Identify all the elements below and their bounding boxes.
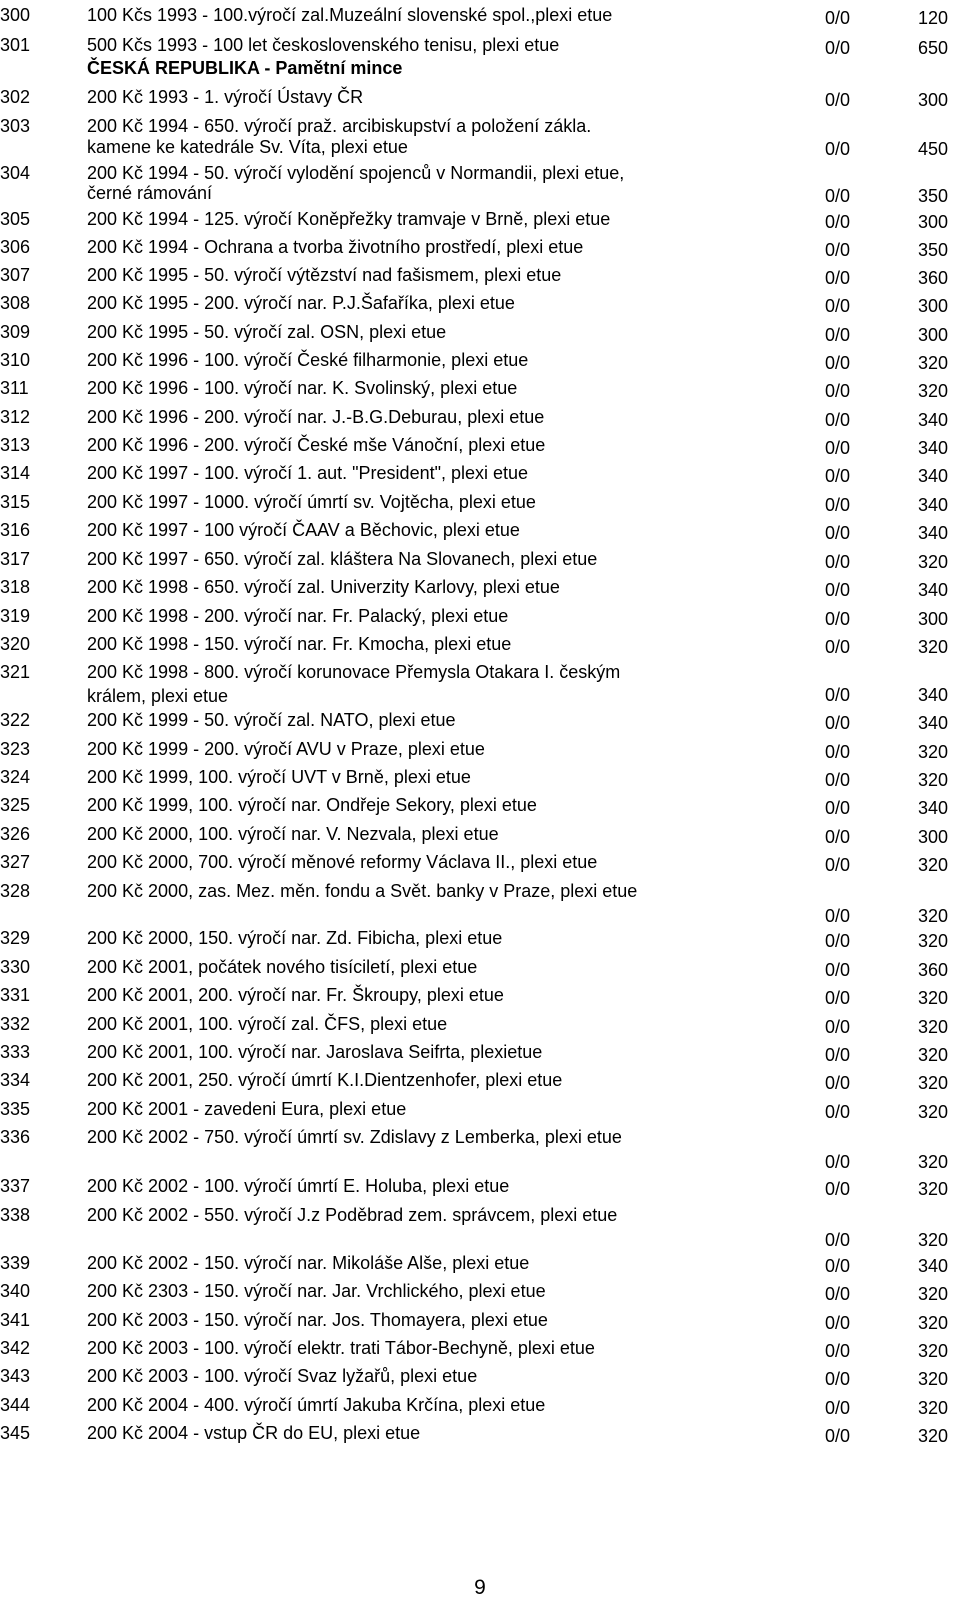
item-price: 340 [917,410,948,430]
item-number: 324 [0,767,31,787]
item-grade: 0/0 [825,438,851,458]
item-description-line: 200 Kč 1995 - 50. výročí výtězství nad fašismem, plexi etue [87,265,562,285]
item-grade: 0/0 [825,770,851,790]
item-price: 320 [917,1369,948,1389]
item-price: 320 [917,1398,948,1418]
item-price: 320 [917,1426,948,1446]
item-description-line: 200 Kč 1996 - 100. výročí nar. K. Svolinský, plexi etue [87,378,518,398]
item-grade: 0/0 [825,1398,851,1418]
item-grade: 0/0 [825,325,851,345]
item-number: 318 [0,577,31,597]
item-description-line: 200 Kč 2000, 150. výročí nar. Zd. Fibicha, plexi etue [87,928,503,948]
item-grade: 0/0 [825,1179,851,1199]
item-description-line: 100 Kčs 1993 - 100.výročí zal.Muzeální slovenské spol.,plexi etue [87,5,613,25]
item-price: 340 [917,685,948,705]
item-number: 314 [0,463,31,483]
item-grade: 0/0 [825,523,851,543]
item-price: 300 [917,827,948,847]
item-price: 320 [917,770,948,790]
item-grade: 0/0 [825,960,851,980]
item-number: 320 [0,634,31,654]
item-description-line: 200 Kč 2002 - 150. výročí nar. Mikoláše Alše, plexi etue [87,1253,530,1273]
item-grade: 0/0 [825,296,851,316]
item-price: 320 [917,1341,948,1361]
item-number: 342 [0,1338,31,1358]
item-grade: 0/0 [825,827,851,847]
item-grade: 0/0 [825,38,851,58]
item-grade: 0/0 [825,609,851,629]
item-grade: 0/0 [825,742,851,762]
item-number: 331 [0,985,31,1005]
item-description-line: 200 Kč 1997 - 100 výročí ČAAV a Běchovic, plexi etue [87,520,520,540]
item-description-line: 200 Kč 2001, 100. výročí zal. ČFS, plexi etue [87,1014,448,1034]
item-price: 320 [917,353,948,373]
item-description-line: 200 Kč 1998 - 150. výročí nar. Fr. Kmocha, plexi etue [87,634,512,654]
item-price: 340 [917,580,948,600]
item-number: 309 [0,322,31,342]
item-grade: 0/0 [825,1313,851,1333]
item-grade: 0/0 [825,353,851,373]
item-number: 335 [0,1099,31,1119]
item-description-line: 200 Kč 2000, 700. výročí měnové reformy Václava II., plexi etue [87,852,598,872]
item-number: 301 [0,35,31,55]
item-number: 329 [0,928,31,948]
item-description-line: králem, plexi etue [87,686,229,706]
item-grade: 0/0 [825,906,851,926]
item-number: 343 [0,1366,31,1386]
item-price: 340 [917,713,948,733]
item-price: 320 [917,1073,948,1093]
item-description-line: 200 Kč 2002 - 550. výročí J.z Poděbrad zem. správcem, plexi etue [87,1205,618,1225]
item-price: 300 [917,90,948,110]
item-number: 340 [0,1281,31,1301]
item-grade: 0/0 [825,186,851,206]
item-description-line: 200 Kč 1995 - 200. výročí nar. P.J.Šafaříka, plexi etue [87,293,515,313]
item-number: 307 [0,265,31,285]
item-number: 310 [0,350,31,370]
item-price: 340 [917,495,948,515]
item-grade: 0/0 [825,410,851,430]
page-number: 9 [474,1576,486,1599]
item-grade: 0/0 [825,268,851,288]
item-description-line: 500 Kčs 1993 - 100 let československého tenisu, plexi etue [87,35,560,55]
item-description-line: 200 Kč 2001, 250. výročí úmrtí K.I.Dientzenhofer, plexi etue [87,1070,563,1090]
item-price: 320 [917,1017,948,1037]
item-number: 313 [0,435,31,455]
item-description-line: 200 Kč 2002 - 100. výročí úmrtí E. Holuba, plexi etue [87,1176,510,1196]
item-grade: 0/0 [825,381,851,401]
item-number: 316 [0,520,31,540]
item-description-line: 200 Kč 2000, 100. výročí nar. V. Nezvala, plexi etue [87,824,499,844]
item-price: 320 [917,1045,948,1065]
item-description-line: 200 Kč 2002 - 750. výročí úmrtí sv. Zdislavy z Lemberka, plexi etue [87,1127,622,1147]
item-number: 317 [0,549,31,569]
item-grade: 0/0 [825,1017,851,1037]
item-price: 340 [917,798,948,818]
item-number: 338 [0,1205,31,1225]
item-description-line: 200 Kč 2000, zas. Mez. měn. fondu a Svět. banky v Praze, plexi etue [87,881,638,901]
item-number: 334 [0,1070,31,1090]
item-description-line: 200 Kč 1998 - 800. výročí korunovace Přemysla Otakara I. českým [87,662,621,682]
item-number: 322 [0,710,31,730]
item-price: 300 [917,609,948,629]
item-price: 320 [917,1230,948,1250]
item-price: 360 [917,268,948,288]
item-grade: 0/0 [825,1284,851,1304]
item-price: 320 [917,552,948,572]
item-grade: 0/0 [825,1256,851,1276]
item-description-line: 200 Kč 1998 - 200. výročí nar. Fr. Palacký, plexi etue [87,606,509,626]
item-price: 320 [917,1102,948,1122]
item-grade: 0/0 [825,713,851,733]
item-price: 350 [917,240,948,260]
item-grade: 0/0 [825,1230,851,1250]
item-grade: 0/0 [825,1426,851,1446]
item-grade: 0/0 [825,552,851,572]
item-price: 320 [917,1284,948,1304]
item-description-line: 200 Kč 1993 - 1. výročí Ústavy ČR [87,87,364,107]
item-description-line: 200 Kč 1994 - Ochrana a tvorba životního prostředí, plexi etue [87,237,584,257]
item-number: 341 [0,1310,31,1330]
item-price: 320 [917,1313,948,1333]
item-number: 302 [0,87,31,107]
item-grade: 0/0 [825,212,851,232]
item-grade: 0/0 [825,798,851,818]
item-grade: 0/0 [825,8,851,28]
item-number: 332 [0,1014,31,1034]
item-number: 336 [0,1127,31,1147]
item-number: 312 [0,407,31,427]
item-price: 300 [917,296,948,316]
item-number: 327 [0,852,31,872]
item-number: 304 [0,163,31,183]
item-grade: 0/0 [825,685,851,705]
item-grade: 0/0 [825,855,851,875]
item-description-line: 200 Kč 2303 - 150. výročí nar. Jar. Vrchlického, plexi etue [87,1281,546,1301]
item-price: 340 [917,523,948,543]
item-number: 311 [0,378,29,398]
item-number: 333 [0,1042,31,1062]
item-description-line: 200 Kč 1994 - 125. výročí Koněpřežky tramvaje v Brně, plexi etue [87,209,611,229]
item-price: 320 [917,855,948,875]
item-description-line: 200 Kč 1996 - 100. výročí České filharmonie, plexi etue [87,350,529,370]
item-description-line: 200 Kč 2001 - zavedeni Eura, plexi etue [87,1099,407,1119]
item-price: 650 [917,38,948,58]
item-description-line: 200 Kč 1997 - 100. výročí 1. aut. "President", plexi etue [87,463,529,483]
item-price: 320 [917,1179,948,1199]
item-grade: 0/0 [825,139,851,159]
item-number: 326 [0,824,31,844]
item-grade: 0/0 [825,1341,851,1361]
item-price: 300 [917,325,948,345]
item-price: 360 [917,960,948,980]
item-number: 308 [0,293,31,313]
item-description-line: černé rámování [87,183,213,203]
item-description-line: 200 Kč 1995 - 50. výročí zal. OSN, plexi etue [87,322,447,342]
item-grade: 0/0 [825,637,851,657]
item-number: 321 [0,662,31,682]
item-number: 323 [0,739,31,759]
item-price: 340 [917,466,948,486]
item-grade: 0/0 [825,1152,851,1172]
item-description-line: 200 Kč 2003 - 100. výročí Svaz lyžařů, plexi etue [87,1366,478,1386]
item-description-line: 200 Kč 1996 - 200. výročí nar. J.-B.G.Deburau, plexi etue [87,407,545,427]
item-grade: 0/0 [825,1102,851,1122]
item-grade: 0/0 [825,466,851,486]
item-number: 303 [0,116,31,136]
item-description-line: 200 Kč 2001, 200. výročí nar. Fr. Škroupy, plexi etue [87,985,504,1005]
item-number: 325 [0,795,31,815]
item-grade: 0/0 [825,90,851,110]
item-price: 120 [917,8,948,28]
item-price: 320 [917,1152,948,1172]
item-grade: 0/0 [825,240,851,260]
item-number: 330 [0,957,31,977]
item-number: 300 [0,5,31,25]
item-number: 337 [0,1176,31,1196]
section-heading: ČESKÁ REPUBLIKA - Pamětní mince [87,58,403,78]
item-price: 300 [917,212,948,232]
item-description-line: kamene ke katedrále Sv. Víta, plexi etue [87,137,408,157]
item-description-line: 200 Kč 2004 - 400. výročí úmrtí Jakuba Krčína, plexi etue [87,1395,546,1415]
item-number: 345 [0,1423,31,1443]
item-grade: 0/0 [825,931,851,951]
item-description-line: 200 Kč 1999 - 200. výročí AVU v Praze, plexi etue [87,739,485,759]
item-price: 350 [917,186,948,206]
item-number: 328 [0,881,31,901]
item-description-line: 200 Kč 1999 - 50. výročí zal. NATO, plexi etue [87,710,456,730]
item-description-line: 200 Kč 2003 - 100. výročí elektr. trati Tábor-Bechyně, plexi etue [87,1338,595,1358]
item-price: 320 [917,381,948,401]
item-grade: 0/0 [825,988,851,1008]
item-price: 320 [917,742,948,762]
item-number: 315 [0,492,31,512]
item-price: 450 [917,139,948,159]
item-grade: 0/0 [825,1369,851,1389]
item-price: 320 [917,988,948,1008]
item-grade: 0/0 [825,1045,851,1065]
item-description-line: 200 Kč 1994 - 50. výročí vylodění spojenců v Normandii, plexi etue, [87,163,625,183]
item-description-line: 200 Kč 1998 - 650. výročí zal. Univerzity Karlovy, plexi etue [87,577,560,597]
item-description-line: 200 Kč 1997 - 1000. výročí úmrtí sv. Vojtěcha, plexi etue [87,492,536,512]
item-number: 344 [0,1395,31,1415]
item-description-line: 200 Kč 1999, 100. výročí nar. Ondřeje Sekory, plexi etue [87,795,537,815]
item-description-line: 200 Kč 2001, 100. výročí nar. Jaroslava Seifrta, plexietue [87,1042,543,1062]
item-grade: 0/0 [825,495,851,515]
item-description-line: 200 Kč 2004 - vstup ČR do EU, plexi etue [87,1423,421,1443]
item-number: 319 [0,606,31,626]
item-number: 339 [0,1253,31,1273]
item-price: 340 [917,438,948,458]
item-price: 320 [917,637,948,657]
item-number: 305 [0,209,31,229]
item-description-line: 200 Kč 2001, počátek nového tisíciletí, plexi etue [87,957,478,977]
item-grade: 0/0 [825,1073,851,1093]
item-grade: 0/0 [825,580,851,600]
item-price: 320 [917,931,948,951]
item-description-line: 200 Kč 1997 - 650. výročí zal. kláštera Na Slovanech, plexi etue [87,549,598,569]
item-number: 306 [0,237,31,257]
item-price: 320 [917,906,948,926]
item-description-line: 200 Kč 1994 - 650. výročí praž. arcibiskupství a položení zákla. [87,116,592,136]
item-price: 340 [917,1256,948,1276]
item-description-line: 200 Kč 2003 - 150. výročí nar. Jos. Thomayera, plexi etue [87,1310,548,1330]
item-description-line: 200 Kč 1996 - 200. výročí České mše Vánoční, plexi etue [87,435,546,455]
item-description-line: 200 Kč 1999, 100. výročí UVT v Brně, plexi etue [87,767,471,787]
